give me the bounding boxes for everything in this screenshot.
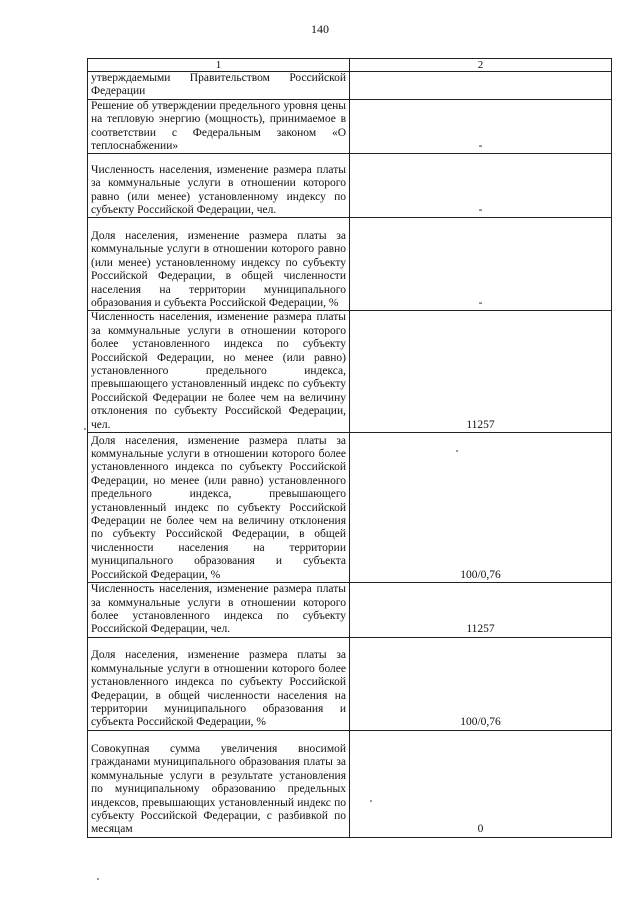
- table-row: [88, 72, 612, 100]
- scan-speck: [97, 878, 99, 880]
- row-description: Доля населения, изменение размера платы за коммунальные услуги в отношении которого равно (или менее) установленному индексу по субъекту Российской Федерации, в общей численности населения на территории муниципального образования и субъекта Российской Федерации, %: [88, 218, 350, 311]
- table-row: [88, 154, 612, 218]
- row-value: -: [350, 154, 612, 218]
- table-row: [88, 637, 612, 730]
- document-table: [87, 58, 612, 838]
- page-number: 140: [311, 22, 329, 36]
- scan-speck: [456, 450, 458, 452]
- table-row: [88, 433, 612, 583]
- column-header-2: 2: [350, 59, 612, 72]
- row-description: Совокупная сумма увеличения вносимой гражданами муниципального образования платы за коммунальные услуги в результате установления по муниципальному образованию предельных индексов, превышающих установленный индекс по субъекту Российской Федерации, с разбивкой по месяцам: [88, 730, 350, 837]
- row-value: -: [350, 99, 612, 154]
- table-row: [88, 583, 612, 638]
- scan-speck: [370, 800, 372, 802]
- row-value: 0: [350, 730, 612, 837]
- row-value: 100/0,76: [350, 637, 612, 730]
- scan-speck: [84, 428, 86, 430]
- column-header-1: 1: [88, 59, 350, 72]
- row-value: [350, 72, 612, 100]
- table-row: [88, 218, 612, 311]
- row-description: Численность населения, изменение размера платы за коммунальные услуги в отношении которого более установленного индекса по субъекту Российской Федерации, но менее (или равно) установленного предельного индекса, превышающего установленный индекс по субъекту Российской Федерации не более чем на величину отклонения по субъекту Российской Федерации, чел.: [88, 311, 350, 433]
- row-description: утверждаемыми Правительством Российской Федерации: [88, 72, 350, 100]
- table-header-row: [88, 59, 612, 72]
- row-value: 11257: [350, 311, 612, 433]
- row-value: -: [350, 218, 612, 311]
- row-description: Численность населения, изменение размера платы за коммунальные услуги в отношении которого равно (или менее) установленному индексу по субъекту Российской Федерации, чел.: [88, 154, 350, 218]
- table-row: [88, 99, 612, 154]
- row-description: Решение об утверждении предельного уровня цены на тепловую энергию (мощность), принимаемое в соответствии с Федеральным законом «О теплоснабжении»: [88, 99, 350, 154]
- row-description: Доля населения, изменение размера платы за коммунальные услуги в отношении которого более установленного индекса по субъекту Российской Федерации, в общей численности населения на территории муниципального образования и субъекта Российской Федерации, %: [88, 637, 350, 730]
- row-description: Доля населения, изменение размера платы за коммунальные услуги в отношении которого более установленного индекса по субъекту Российской Федерации, но менее (или равно) установленного предельного индекса, превышающего установленный индекс по субъекту Российской Федерации не более чем на величину отклонения по субъекту Российской Федерации, в общей численности населения на территории муниципального образования и субъекта Российской Федерации, %: [88, 433, 350, 583]
- row-value: 100/0,76: [350, 433, 612, 583]
- row-description: Численность населения, изменение размера платы за коммунальные услуги в отношении которого более установленного индекса по субъекту Российской Федерации, чел.: [88, 583, 350, 638]
- row-value: 11257: [350, 583, 612, 638]
- table-row: [88, 311, 612, 433]
- table-row: [88, 730, 612, 837]
